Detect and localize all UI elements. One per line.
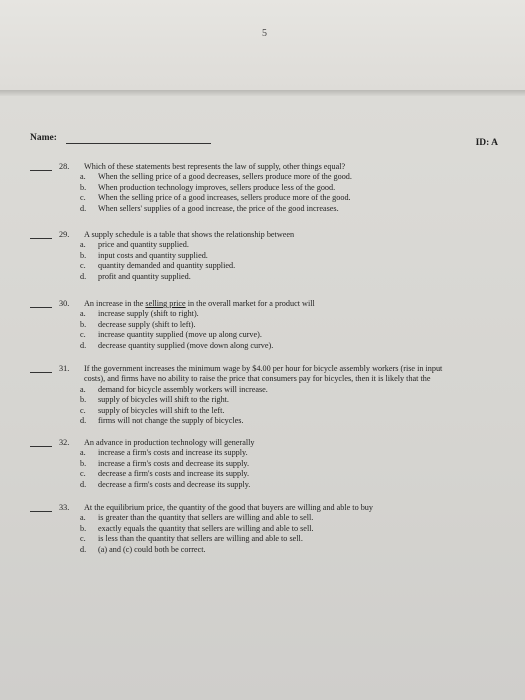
option-d <box>80 416 490 426</box>
option-text: When sellers' supplies of a good increase, the price of the good increases. <box>98 203 339 213</box>
answer-blank <box>30 511 52 512</box>
question-number: 31. <box>59 364 70 373</box>
option-d <box>80 480 490 490</box>
option-a <box>80 513 490 523</box>
option-letter: b. <box>80 182 87 192</box>
option-d <box>80 272 490 282</box>
question-number: 30. <box>59 299 70 308</box>
answer-options <box>80 309 490 351</box>
option-letter: a. <box>80 448 86 458</box>
option-text: profit and quantity supplied. <box>98 271 191 281</box>
name-label: Name: <box>30 133 57 143</box>
option-letter: c. <box>80 405 86 415</box>
question-text-line-2: costs), and firms have no ability to raise the price that consumers pay for bicycles, then it is likely that the <box>84 374 431 384</box>
option-a <box>80 172 490 182</box>
option-b <box>80 251 490 261</box>
option-text: is greater than the quantity that sellers are willing and able to sell. <box>98 513 314 523</box>
option-text: When the selling price of a good decreases, sellers produce more of the good. <box>98 172 352 182</box>
question-text-end: in the overall market for a product will <box>185 299 315 308</box>
option-text: supply of bicycles will shift to the right. <box>98 395 229 405</box>
question-number: 33. <box>59 503 70 512</box>
question-text: At the equilibrium price, the quantity of the good that buyers are willing and able to buy <box>84 503 373 512</box>
option-text: decrease a firm's costs and increase its supply. <box>98 469 249 479</box>
question-text <box>84 364 494 385</box>
answer-blank <box>30 307 52 308</box>
question-text-line-1: If the government increases the minimum wage by $4.00 per hour for bicycle assembly workers (rise in input <box>84 364 443 373</box>
question-number: 32. <box>59 438 70 447</box>
option-letter: d. <box>80 479 87 489</box>
answer-blank <box>30 170 52 171</box>
question-number: 29. <box>59 230 70 239</box>
option-text: exactly equals the quantity that sellers are willing and able to sell. <box>98 523 314 533</box>
option-c <box>80 261 490 271</box>
option-letter: c. <box>80 534 86 544</box>
option-text: demand for bicycle assembly workers will increase. <box>98 384 268 394</box>
option-text: supply of bicycles will shift to the left. <box>98 405 225 415</box>
option-d <box>80 204 490 214</box>
option-text: decrease a firm's costs and decrease its supply. <box>98 479 251 489</box>
question-number: 28. <box>59 162 70 171</box>
option-text: When the selling price of a good increases, sellers produce more of the good. <box>98 193 351 203</box>
option-text: When production technology improves, sellers produce less of the good. <box>98 182 336 192</box>
option-text: firms will not change the supply of bicycles. <box>98 415 244 425</box>
answer-blank <box>30 446 52 447</box>
option-text: increase supply (shift to right). <box>98 309 199 319</box>
option-letter: d. <box>80 340 87 350</box>
option-d <box>80 341 490 351</box>
option-a <box>80 385 490 395</box>
question-text: Which of these statements best represents the law of supply, other things equal? <box>84 162 346 171</box>
option-c <box>80 469 490 479</box>
question-text: A supply schedule is a table that shows the relationship between <box>84 230 295 239</box>
option-letter: c. <box>80 193 86 203</box>
option-text: increase quantity supplied (move up along curve). <box>98 330 262 340</box>
option-text: increase a firm's costs and decrease its supply. <box>98 458 249 468</box>
option-letter: d. <box>80 203 87 213</box>
option-d <box>80 545 490 555</box>
option-text: quantity demanded and quantity supplied. <box>98 261 236 271</box>
option-a <box>80 448 490 458</box>
option-text: is less than the quantity that sellers are willing and able to sell. <box>98 534 303 544</box>
option-letter: c. <box>80 469 86 479</box>
option-text: input costs and quantity supplied. <box>98 250 208 260</box>
answer-blank <box>30 238 52 239</box>
option-letter: d. <box>80 544 87 554</box>
option-letter: d. <box>80 415 87 425</box>
option-b <box>80 395 490 405</box>
option-letter: d. <box>80 271 87 281</box>
question-text: An advance in production technology will generally <box>84 438 255 447</box>
previous-page-strip <box>0 0 525 92</box>
option-letter: c. <box>80 261 86 271</box>
question-text <box>84 299 494 309</box>
option-text: (a) and (c) could both be correct. <box>98 544 206 554</box>
option-letter: a. <box>80 240 86 250</box>
option-c <box>80 534 490 544</box>
option-c <box>80 406 490 416</box>
page-header <box>30 133 498 149</box>
option-b <box>80 183 490 193</box>
option-b <box>80 320 490 330</box>
option-c <box>80 193 490 203</box>
option-letter: a. <box>80 513 86 523</box>
option-a <box>80 240 490 250</box>
option-letter: b. <box>80 250 87 260</box>
option-b <box>80 524 490 534</box>
answer-options <box>80 385 490 427</box>
answer-options <box>80 448 490 490</box>
option-letter: b. <box>80 395 87 405</box>
answer-options <box>80 172 490 214</box>
question-text-start: An increase in the <box>84 299 146 308</box>
answer-options <box>80 240 490 282</box>
option-text: decrease supply (shift to left). <box>98 319 196 329</box>
option-text: increase a firm's costs and increase its supply. <box>98 448 248 458</box>
option-letter: a. <box>80 384 86 394</box>
option-text: decrease quantity supplied (move down along curve). <box>98 340 274 350</box>
answer-options <box>80 513 490 555</box>
underlined-term: selling price <box>145 299 186 308</box>
answer-blank <box>30 372 52 373</box>
option-b <box>80 459 490 469</box>
id-label: ID: A <box>475 138 498 148</box>
name-blank-line <box>66 143 211 144</box>
option-letter: b. <box>80 523 87 533</box>
option-letter: a. <box>80 309 86 319</box>
option-a <box>80 309 490 319</box>
option-letter: a. <box>80 172 86 182</box>
worksheet-page <box>0 96 525 700</box>
option-c <box>80 330 490 340</box>
option-text: price and quantity supplied. <box>98 240 189 250</box>
option-letter: c. <box>80 330 86 340</box>
option-letter: b. <box>80 458 87 468</box>
page-number: 5 <box>262 28 267 39</box>
option-letter: b. <box>80 319 87 329</box>
